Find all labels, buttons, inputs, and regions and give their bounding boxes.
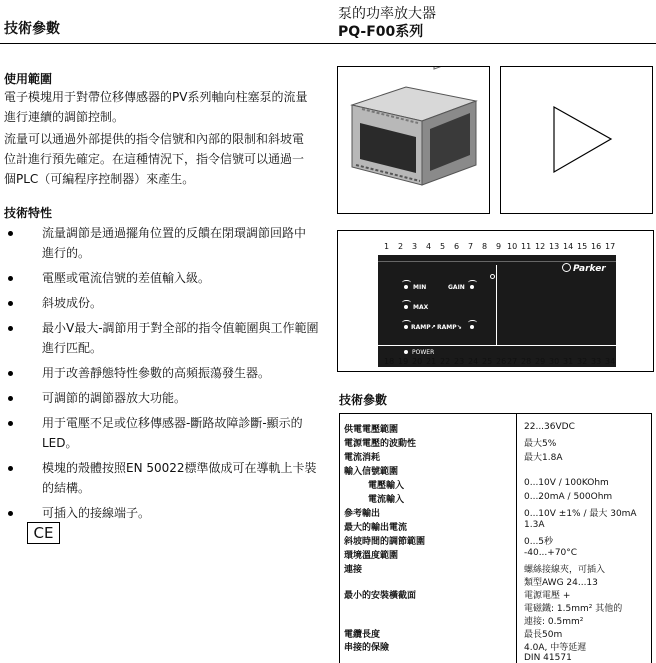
product-subtitle: 泵的功率放大器 [338, 6, 436, 22]
terminal-2: 2 [398, 242, 404, 251]
terminal-24: 24 [468, 357, 479, 366]
ce-mark: CE [27, 522, 60, 544]
status-led-icon [490, 274, 495, 279]
terminal-6: 6 [454, 242, 460, 251]
terminal-1: 1 [384, 242, 390, 251]
terminal-12: 12 [535, 242, 546, 251]
terminal-21: 21 [426, 357, 437, 366]
terminal-9: 9 [496, 242, 502, 251]
ramp-up-arrow-icon: ↗ [430, 324, 436, 331]
list-item: 電壓或電流信號的差值輸入級。 [4, 268, 324, 288]
specs-column-divider [516, 414, 517, 663]
terminal-11: 11 [521, 242, 532, 251]
gain-knob-arc-icon [468, 280, 477, 285]
terminal-10: 10 [507, 242, 518, 251]
specs-heading: 技術參數 [339, 393, 388, 407]
ramp-down-knob-dot-icon [470, 325, 474, 329]
list-item: 用于改善靜態特性參數的高頻振蕩發生器。 [4, 363, 324, 383]
terminal-25: 25 [482, 357, 493, 366]
usage-paragraph-1: 電子模塊用于對帶位移傳感器的PV系列軸向柱塞泵的流量 進行連續的調節控制。 [4, 90, 308, 124]
terminal-16: 16 [591, 242, 602, 251]
ramp-up-knob-dot-icon [404, 325, 408, 329]
terminal-23: 23 [454, 357, 465, 366]
terminal-29: 29 [535, 357, 546, 366]
product-series: PQ-F00系列 [338, 24, 424, 40]
terminal-18: 18 [384, 357, 395, 366]
terminal-19: 19 [398, 357, 409, 366]
terminal-20: 20 [412, 357, 423, 366]
terminal-33: 33 [591, 357, 602, 366]
power-led-icon [404, 350, 408, 354]
power-label: POWER [412, 349, 435, 356]
brand-mark-icon [562, 263, 571, 272]
terminal-28: 28 [521, 357, 532, 366]
terminal-3: 3 [412, 242, 418, 251]
product-photo [337, 66, 490, 214]
header-rule [0, 43, 656, 44]
ramp-up-knob-arc-icon [402, 320, 411, 325]
usage-paragraph-2: 流量可以通過外部提供的指令信號和內部的限制和斜坡電 位計進行預先確定。在這種情況下，指令信號可以通過一 個PLC（可編程序控制器）來產生。 [4, 132, 305, 186]
page-title: 技術參數 [4, 21, 60, 37]
knob-label-ramp-up: RAMP↗ [411, 324, 436, 331]
terminal-14: 14 [563, 242, 574, 251]
ramp-down-arrow-icon: ↘ [456, 324, 462, 331]
min-knob-arc-icon [402, 280, 411, 285]
terminal-31: 31 [563, 357, 574, 366]
panel-bottom-line [378, 345, 616, 346]
terminal-8: 8 [482, 242, 488, 251]
list-item: 可插入的接線端子。 [4, 503, 324, 523]
amplifier-module-illustration [338, 67, 489, 213]
list-item: 模塊的殼體按照EN 50022標準做成可在導軌上卡裝 的結構。 [4, 458, 324, 498]
terminal-4: 4 [426, 242, 432, 251]
min-knob-dot-icon [404, 285, 408, 289]
knob-label-min: MIN [413, 284, 427, 291]
terminal-30: 30 [549, 357, 560, 366]
terminal-5: 5 [440, 242, 446, 251]
max-knob-dot-icon [404, 305, 408, 309]
terminal-34: 34 [605, 357, 616, 366]
max-knob-arc-icon [402, 300, 411, 305]
list-item: 可調節的調節器放大功能。 [4, 388, 324, 408]
terminal-26: 26 [496, 357, 507, 366]
gain-knob-dot-icon [470, 285, 474, 289]
panel-top-line [378, 261, 616, 262]
terminal-32: 32 [577, 357, 588, 366]
amplifier-triangle-icon [501, 67, 652, 213]
list-item: 最小V最大-調節用于對全部的指令值範圍與工作範圍 進行匹配。 [4, 318, 324, 358]
knob-label-max: MAX [413, 304, 429, 311]
module-front-face [378, 255, 616, 367]
list-item: 斜坡成份。 [4, 293, 324, 313]
specs-table: 供電電壓範圍 22...36VDC 電源電壓的波動性 最大5% 電流消耗 最大1.8A 輸入信號範圍 電壓輸入 0...10V / 100KOhm 電流輸入 0...20mA / 500Ohm 參考輸出 0...10V ±1% / 最大 30mA 最大的輸出電流 1.3A 斜坡時間的調節範圍 0...5秒 環境溫度範圍 -40...+70°C 連接 螺絲接線夾，可插入 類型AWG 24...13 最小的安裝橫截面 電源電壓 + 電磁鐵: 1.5mm² 其他的 連接: 0.5mm² 電纜長度 最長50m 串接的保險 4.0A, 中等延遲 DIN 41571 [339, 413, 652, 663]
terminal-13: 13 [549, 242, 560, 251]
panel-divider [496, 265, 497, 345]
terminal-17: 17 [605, 242, 616, 251]
list-item: 用于電壓不足或位移傳感器-斷路故障診斷-顯示的 LED。 [4, 413, 324, 453]
knob-label-ramp-down: RAMP↘ [437, 324, 462, 331]
amplifier-symbol-box [500, 66, 653, 214]
feature-list [4, 223, 324, 528]
terminal-27: 27 [507, 357, 518, 366]
terminal-15: 15 [577, 242, 588, 251]
usage-heading: 使用範圍 [4, 72, 53, 86]
ramp-down-knob-arc-icon [468, 320, 477, 325]
brand-logo: Parker [562, 263, 614, 278]
terminal-7: 7 [468, 242, 474, 251]
knob-label-gain: GAIN [448, 284, 465, 291]
list-item: 流量調節是通過擺角位置的反饋在閉環調節回路中 進行的。 [4, 223, 324, 263]
features-heading: 技術特性 [4, 206, 53, 220]
front-panel-diagram [337, 230, 654, 372]
terminal-22: 22 [440, 357, 451, 366]
